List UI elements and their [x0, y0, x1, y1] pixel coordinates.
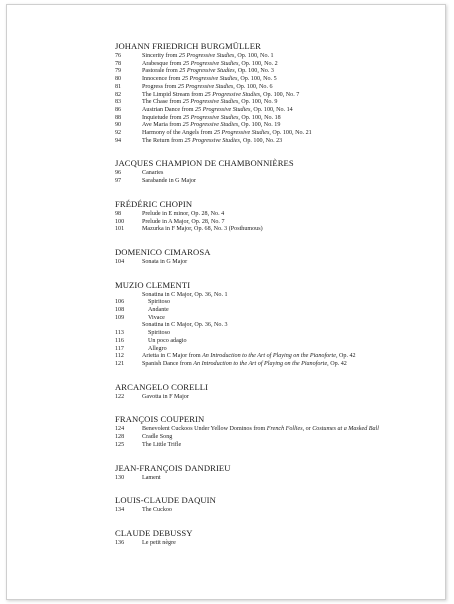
composer-name: JACQUES CHAMPION DE CHAMBONNIÈRES [115, 158, 294, 169]
page-number: 122 [115, 393, 125, 400]
piece-title-text: Sonatina in C Major, Op. 36, No. 1 [142, 291, 228, 298]
opus-text: , Op. 42 [327, 360, 347, 367]
page-number: 86 [115, 106, 122, 113]
toc-entry [115, 226, 437, 234]
piece-title [142, 53, 437, 61]
piece-title-text: The Return from [142, 137, 185, 144]
toc-entry [115, 353, 437, 361]
opus-text: , Op. 100, No. 7 [260, 91, 300, 98]
page-number: 82 [115, 91, 122, 98]
piece-title-text: Sonata in G Major [142, 258, 188, 265]
opus-text: , or [302, 426, 313, 433]
collection-title: 25 Progressive Studies [213, 130, 270, 137]
page-number: 94 [115, 137, 122, 144]
piece-title-text: Prelude in A Major, Op. 28, No. 7 [142, 218, 225, 225]
toc-entry [115, 330, 437, 338]
piece-title [142, 330, 437, 338]
opus-text: , Op. 100, No. 14 [250, 106, 293, 113]
toc-entry [115, 259, 437, 267]
collection-title: 25 Progressive Studies [184, 137, 240, 144]
page-number: 96 [115, 170, 122, 177]
piece-title [142, 99, 437, 107]
toc-entry [115, 507, 437, 515]
toc-entry [115, 138, 437, 146]
page-number: 108 [115, 307, 125, 314]
piece-title [142, 122, 437, 130]
toc-entry [115, 107, 437, 115]
piece-title [142, 361, 437, 369]
toc-entry [115, 307, 437, 315]
opus-text: , Op. 100, No. 21 [269, 130, 312, 137]
piece-title-text: Gavotta in F Major [142, 393, 189, 400]
toc-entry [115, 540, 437, 548]
piece-title-text: Mazurka in F Major, Op. 68, No. 3 (Posthumous) [142, 226, 263, 233]
piece-title-text: Andante [148, 307, 169, 314]
collection-title: 25 Progressive Studies [182, 60, 239, 67]
piece-title [142, 178, 437, 186]
piece-title-text: Austrian Dance from [142, 106, 195, 113]
composer-name: MUZIO CLEMENTI [115, 279, 191, 290]
piece-title [142, 507, 437, 515]
toc-entry [115, 322, 437, 330]
toc-entry [115, 475, 437, 483]
page-number: 109 [115, 314, 125, 321]
piece-title [142, 426, 437, 434]
piece-title [142, 130, 437, 138]
composer-name: JOHANN FRIEDRICH BURGMÜLLER [115, 41, 261, 51]
piece-title-text: Spiritoso [148, 330, 171, 337]
opus-text: , Op. 100, No. 18 [238, 114, 281, 121]
composer-section [115, 463, 437, 483]
composer-section [115, 247, 437, 267]
collection-title: 25 Progressive Studies [177, 83, 234, 90]
page-number: 76 [115, 53, 122, 59]
piece-title-text: Spanish Dance from [142, 360, 194, 367]
piece-title-text: Canaries [142, 170, 164, 177]
piece-title [142, 475, 437, 483]
toc-entry [115, 426, 437, 434]
opus-text: , Op. 100, No. 5 [237, 76, 277, 83]
page-number: 97 [115, 178, 122, 185]
piece-title [142, 353, 437, 361]
toc-entry [115, 338, 437, 346]
page-number: 79 [115, 68, 122, 75]
page-number: 136 [115, 539, 125, 546]
piece-title-text: Ave Maria from [142, 122, 183, 129]
page-number [115, 322, 142, 330]
collection-title: An Introduction to the Art of Playing on the Pianoforte [202, 353, 336, 360]
piece-title [142, 211, 437, 219]
toc-entry [115, 292, 437, 300]
composer-section [115, 528, 437, 548]
composer-section [115, 382, 437, 402]
page-number: 78 [115, 60, 122, 67]
page-number: 116 [115, 337, 124, 344]
toc-entry [115, 211, 437, 219]
piece-title [142, 307, 437, 315]
document-page [6, 4, 446, 600]
collection-title: 25 Progressive Studies [178, 53, 235, 59]
piece-title [142, 540, 437, 548]
page-number: 124 [115, 426, 125, 433]
piece-title-text: Cradle Song [142, 434, 173, 441]
piece-title-text: Vivace [148, 314, 165, 321]
piece-title [142, 107, 437, 115]
piece-title-text: Le petit nègre [142, 539, 176, 546]
page-number: 98 [115, 210, 122, 217]
page-number: 80 [115, 76, 122, 83]
toc-entry [115, 442, 437, 450]
piece-title [142, 322, 437, 330]
opus-text: , Op. 100, No. 19 [238, 122, 281, 129]
piece-title-text: Sonatina in C Major, Op. 36, No. 3 [142, 322, 228, 329]
toc-entry [115, 170, 437, 178]
page-number: 101 [115, 226, 125, 233]
composer-name: FRANÇOIS COUPERIN [115, 414, 205, 425]
piece-title [142, 259, 437, 267]
piece-title-text: The Limpid Stream from [142, 91, 205, 98]
piece-title-text: Sincerity from [142, 53, 179, 59]
piece-title [142, 76, 437, 84]
composer-name: LOUIS-CLAUDE DAQUIN [115, 495, 216, 506]
table-of-contents [115, 41, 437, 561]
page-number: 104 [115, 258, 125, 265]
piece-title-text: Inquietude from [142, 114, 183, 121]
page-number: 88 [115, 114, 122, 121]
toc-entry [115, 122, 437, 130]
piece-title [142, 394, 437, 402]
composer-section [115, 158, 437, 185]
piece-title-text: The Little Trifle [142, 441, 182, 448]
collection-title: 25 Progressive Studies [181, 76, 238, 83]
piece-title-text: Innocence from [142, 76, 182, 83]
piece-title [142, 292, 437, 300]
piece-title-text: Sarabande in G Major [142, 178, 196, 185]
page-number: 134 [115, 507, 125, 514]
piece-title-text: Arietta in C Major from [142, 353, 203, 360]
piece-title [142, 138, 437, 146]
toc-entry [115, 76, 437, 84]
piece-title [142, 299, 437, 307]
toc-entry [115, 394, 437, 402]
composer-section [115, 495, 437, 515]
piece-title [142, 442, 437, 450]
opus-text: , Op. 100, No. 1 [234, 53, 274, 59]
page-number: 128 [115, 434, 125, 441]
page-number: 92 [115, 130, 122, 137]
opus-text: , Op. 100, No. 6 [233, 83, 273, 90]
piece-title [142, 315, 437, 323]
composer-section [115, 199, 437, 234]
page-number: 130 [115, 474, 125, 481]
piece-title [142, 226, 437, 234]
collection-title: An Introduction to the Art of Playing on the Pianoforte [193, 360, 328, 367]
composer-name: ARCANGELO CORELLI [115, 381, 209, 392]
page-number: 106 [115, 299, 125, 306]
toc-entry [115, 361, 437, 369]
piece-title-text: Spiritoso [148, 299, 171, 306]
page-number: 100 [115, 218, 125, 225]
toc-entry [115, 53, 437, 61]
toc-entry [115, 315, 437, 323]
composer-section [115, 41, 437, 145]
piece-title [142, 68, 437, 76]
page-number: 117 [115, 345, 124, 352]
page-number [115, 292, 142, 300]
collection-title: 25 Progressive Studies [204, 91, 261, 98]
opus-text: , Op. 100, No. 23 [239, 137, 283, 144]
piece-title-text: Un poco adagio [148, 337, 187, 344]
collection-title-alt: Costumes at a Masked Ball [312, 426, 379, 433]
piece-title [142, 84, 437, 92]
piece-title-text: Allegro [148, 345, 167, 352]
opus-text: , Op. 100, No. 3 [234, 68, 274, 75]
collection-title: 25 Progressive Studies [179, 68, 235, 75]
page-number: 90 [115, 122, 122, 129]
toc-entry [115, 434, 437, 442]
composer-name: DOMENICO CIMAROSA [115, 246, 211, 257]
composer-name: FRÉDÉRIC CHOPIN [115, 198, 193, 209]
composer-section [115, 280, 437, 369]
composer-section [115, 414, 437, 449]
piece-title-text: Harmony of the Angels from [142, 130, 214, 137]
piece-title-text: Arabesque from [142, 60, 183, 67]
piece-title-text: Benevolent Cuckoos Under Yellow Dominos from [142, 426, 267, 433]
collection-title: 25 Progressive Studies [194, 106, 251, 113]
composer-name: JEAN-FRANÇOIS DANDRIEU [115, 462, 231, 473]
opus-text: , Op. 42 [335, 353, 356, 360]
toc-entry [115, 99, 437, 107]
composer-name: CLAUDE DEBUSSY [115, 527, 193, 538]
piece-title-text: Progress from [142, 83, 178, 90]
piece-title-text: The Cuckoo [142, 507, 172, 514]
page-number: 81 [115, 83, 122, 90]
collection-title: French Follies [266, 426, 303, 433]
piece-title [142, 434, 437, 442]
opus-text: , Op. 100, No. 2 [238, 60, 278, 67]
toc-entry [115, 130, 437, 138]
piece-title-text: Pastorale from [142, 68, 180, 75]
toc-entry [115, 299, 437, 307]
page-number: 125 [115, 441, 125, 448]
toc-entry [115, 178, 437, 186]
toc-entry [115, 68, 437, 76]
toc-entry [115, 84, 437, 92]
collection-title: 25 Progressive Studies [182, 114, 239, 121]
opus-text: , Op. 100, No. 9 [238, 99, 278, 106]
piece-title [142, 338, 437, 346]
piece-title-text: The Chase from [142, 99, 183, 106]
collection-title: 25 Progressive Studies [182, 99, 239, 106]
page-number: 83 [115, 99, 122, 106]
piece-title-text: Prelude in E minor, Op. 28, No. 4 [142, 210, 225, 217]
page-number: 112 [115, 353, 124, 360]
piece-title [142, 170, 437, 178]
page-number: 113 [115, 330, 124, 337]
piece-title-text: Lament [142, 474, 161, 481]
page-number: 121 [115, 360, 125, 367]
collection-title: 25 Progressive Studies [182, 122, 239, 129]
